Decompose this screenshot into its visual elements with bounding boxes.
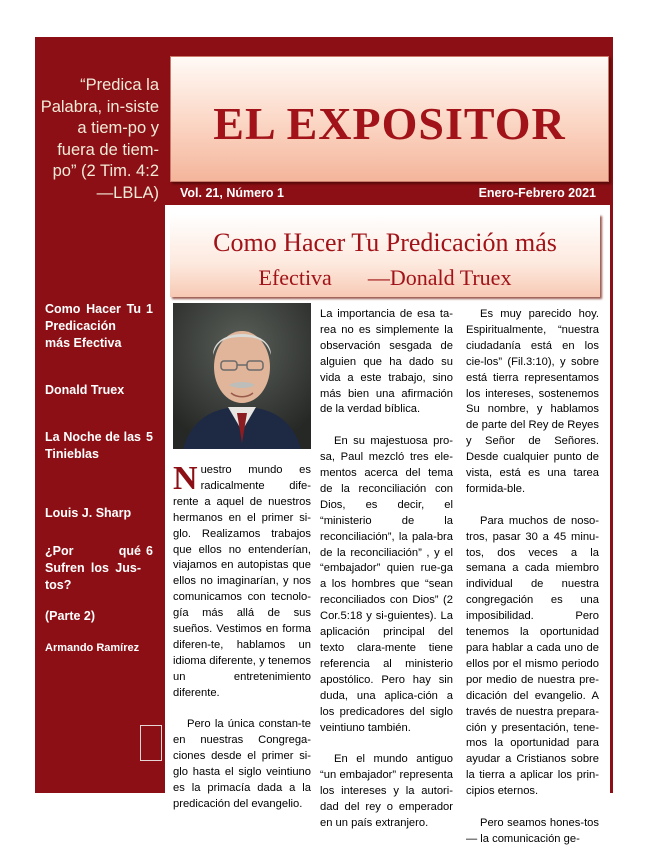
article-author: —Donald Truex xyxy=(367,265,512,290)
paragraph: uestro mundo es radicalmente dife-rente a aquel de nuestros hermanos en el primer si-glo. Realizamos trabajos que ellos no entenderían, viajamos en autopistas que ellos no imaginarían, y nos comunicamos con tecnolo-gía más allá de sus sueños. Vestimos en forma diferen-te, hablamos un idioma diferente, y tenemos un entretenimiento diferente. xyxy=(173,464,311,699)
author-photo xyxy=(173,303,311,449)
article-column-2 xyxy=(320,307,453,848)
article-title-end: Efectiva xyxy=(258,265,332,290)
sidebar-quote: “Predica la Palabra, in-siste a tiem-po y fuera de tiem-po” (2 Tim. 4:2 —LBLA) xyxy=(40,76,159,202)
toc-item-2[interactable] xyxy=(45,382,153,399)
toc-item-1[interactable] xyxy=(45,301,153,352)
paragraph: Es muy parecido hoy. Espiritualmente, “nuestra ciudadanía está en los cie-los” (Fil.3:10), y sobre está tierra representamos los intereses, sostenemos Su nombre, y hablamos de parte del Rey de Reyes y Señor de Señores. Desde cualquier punto de vista, está es una tarea formida-ble. xyxy=(466,308,599,495)
toc-title: ¿Por qué Sufren los Jus-tos? xyxy=(45,544,141,592)
article-column-3 xyxy=(466,307,599,864)
toc-title: (Parte 2) xyxy=(45,609,96,623)
sidebar-box xyxy=(140,725,162,761)
issue-volume: Vol. 21, Número 1 xyxy=(180,186,284,200)
toc-page: 1 xyxy=(146,302,153,316)
toc-title: Louis J. Sharp xyxy=(45,506,132,520)
paragraph: En su majestuosa pro-sa, Paul mezcló tres ele-mentos acerca del tema de la reconciliación con Dios, es decir, el “ministerio de la reconciliación”, la pala-bra de la reconciliación” , y el “embajador” quien rue-ga a los hombres que “sean reconciliados con Dios” (2 Cor.5:18 y si-guientes). La aplicación principal del texto clara-mente tiene referencia al ministerio apostólico. Pero hay sin duda, una aplica-ción a los predicadores del siglo veintiuno también. xyxy=(320,435,453,734)
paragraph: Pero seamos hones-tos— la comunicación ge- xyxy=(466,816,599,845)
article-title: Como Hacer Tu Predicación más xyxy=(213,228,557,257)
author-portrait-icon xyxy=(173,303,311,449)
paragraph: Para muchos de noso-tros, pasar 30 a 45 minu-tos, dos veces a la semana a cada miembro individual de nuestra congregación es una imposibilidad. Pero tenemos la oportunidad para hablar a cada uno de ellos por el mismo periodo por medio de nuestra pre-dicación del evangelio. A través de nuestra prepara-ción y presentación, tene-mos la oportunidad para ayudar a Cristianos sobre la tierra a aplicar los prin-cipios eternos. xyxy=(466,514,599,798)
sidebar xyxy=(35,37,163,793)
toc-item-4[interactable] xyxy=(45,505,153,522)
toc-title: Como Hacer Tu Predicación más Efectiva xyxy=(45,302,141,350)
toc-title: Armando Ramírez xyxy=(45,642,140,654)
toc-title: La Noche de las Tinieblas xyxy=(45,430,141,461)
toc-page: 5 xyxy=(146,430,153,444)
toc-page: 6 xyxy=(146,544,153,558)
paragraph: En el mundo antiguo “un embajador” representa los intereses y la autori-dad del rey o emperador en un país extranjero. xyxy=(320,753,453,829)
toc-item-3[interactable] xyxy=(45,429,153,463)
toc-item-5[interactable] xyxy=(45,543,153,594)
masthead xyxy=(170,56,609,182)
article-content xyxy=(165,205,610,845)
issue-date: Enero-Febrero 2021 xyxy=(478,186,596,200)
paragraph: Pero la única constan-te en nuestras Congrega-ciones desde el primer si-glo hasta el siglo veintiuno es la primacía dada a la predicación del evangelio. xyxy=(173,718,311,811)
article-header xyxy=(170,214,600,297)
masthead-title: EL EXPOSITOR xyxy=(213,98,566,149)
article-column-1 xyxy=(173,460,311,829)
dropcap: N xyxy=(173,460,198,497)
paragraph: La importancia de esa ta-rea no es simplemente la observación sesgada de alguien que ha dado su vida a este trabajo, sino más bien una afirmación de la verdad bíblica. xyxy=(320,308,453,416)
toc-item-7[interactable] xyxy=(45,640,153,657)
toc-title: Donald Truex xyxy=(45,383,125,397)
article-title-line2 xyxy=(170,265,600,291)
toc-item-6[interactable] xyxy=(45,608,153,625)
